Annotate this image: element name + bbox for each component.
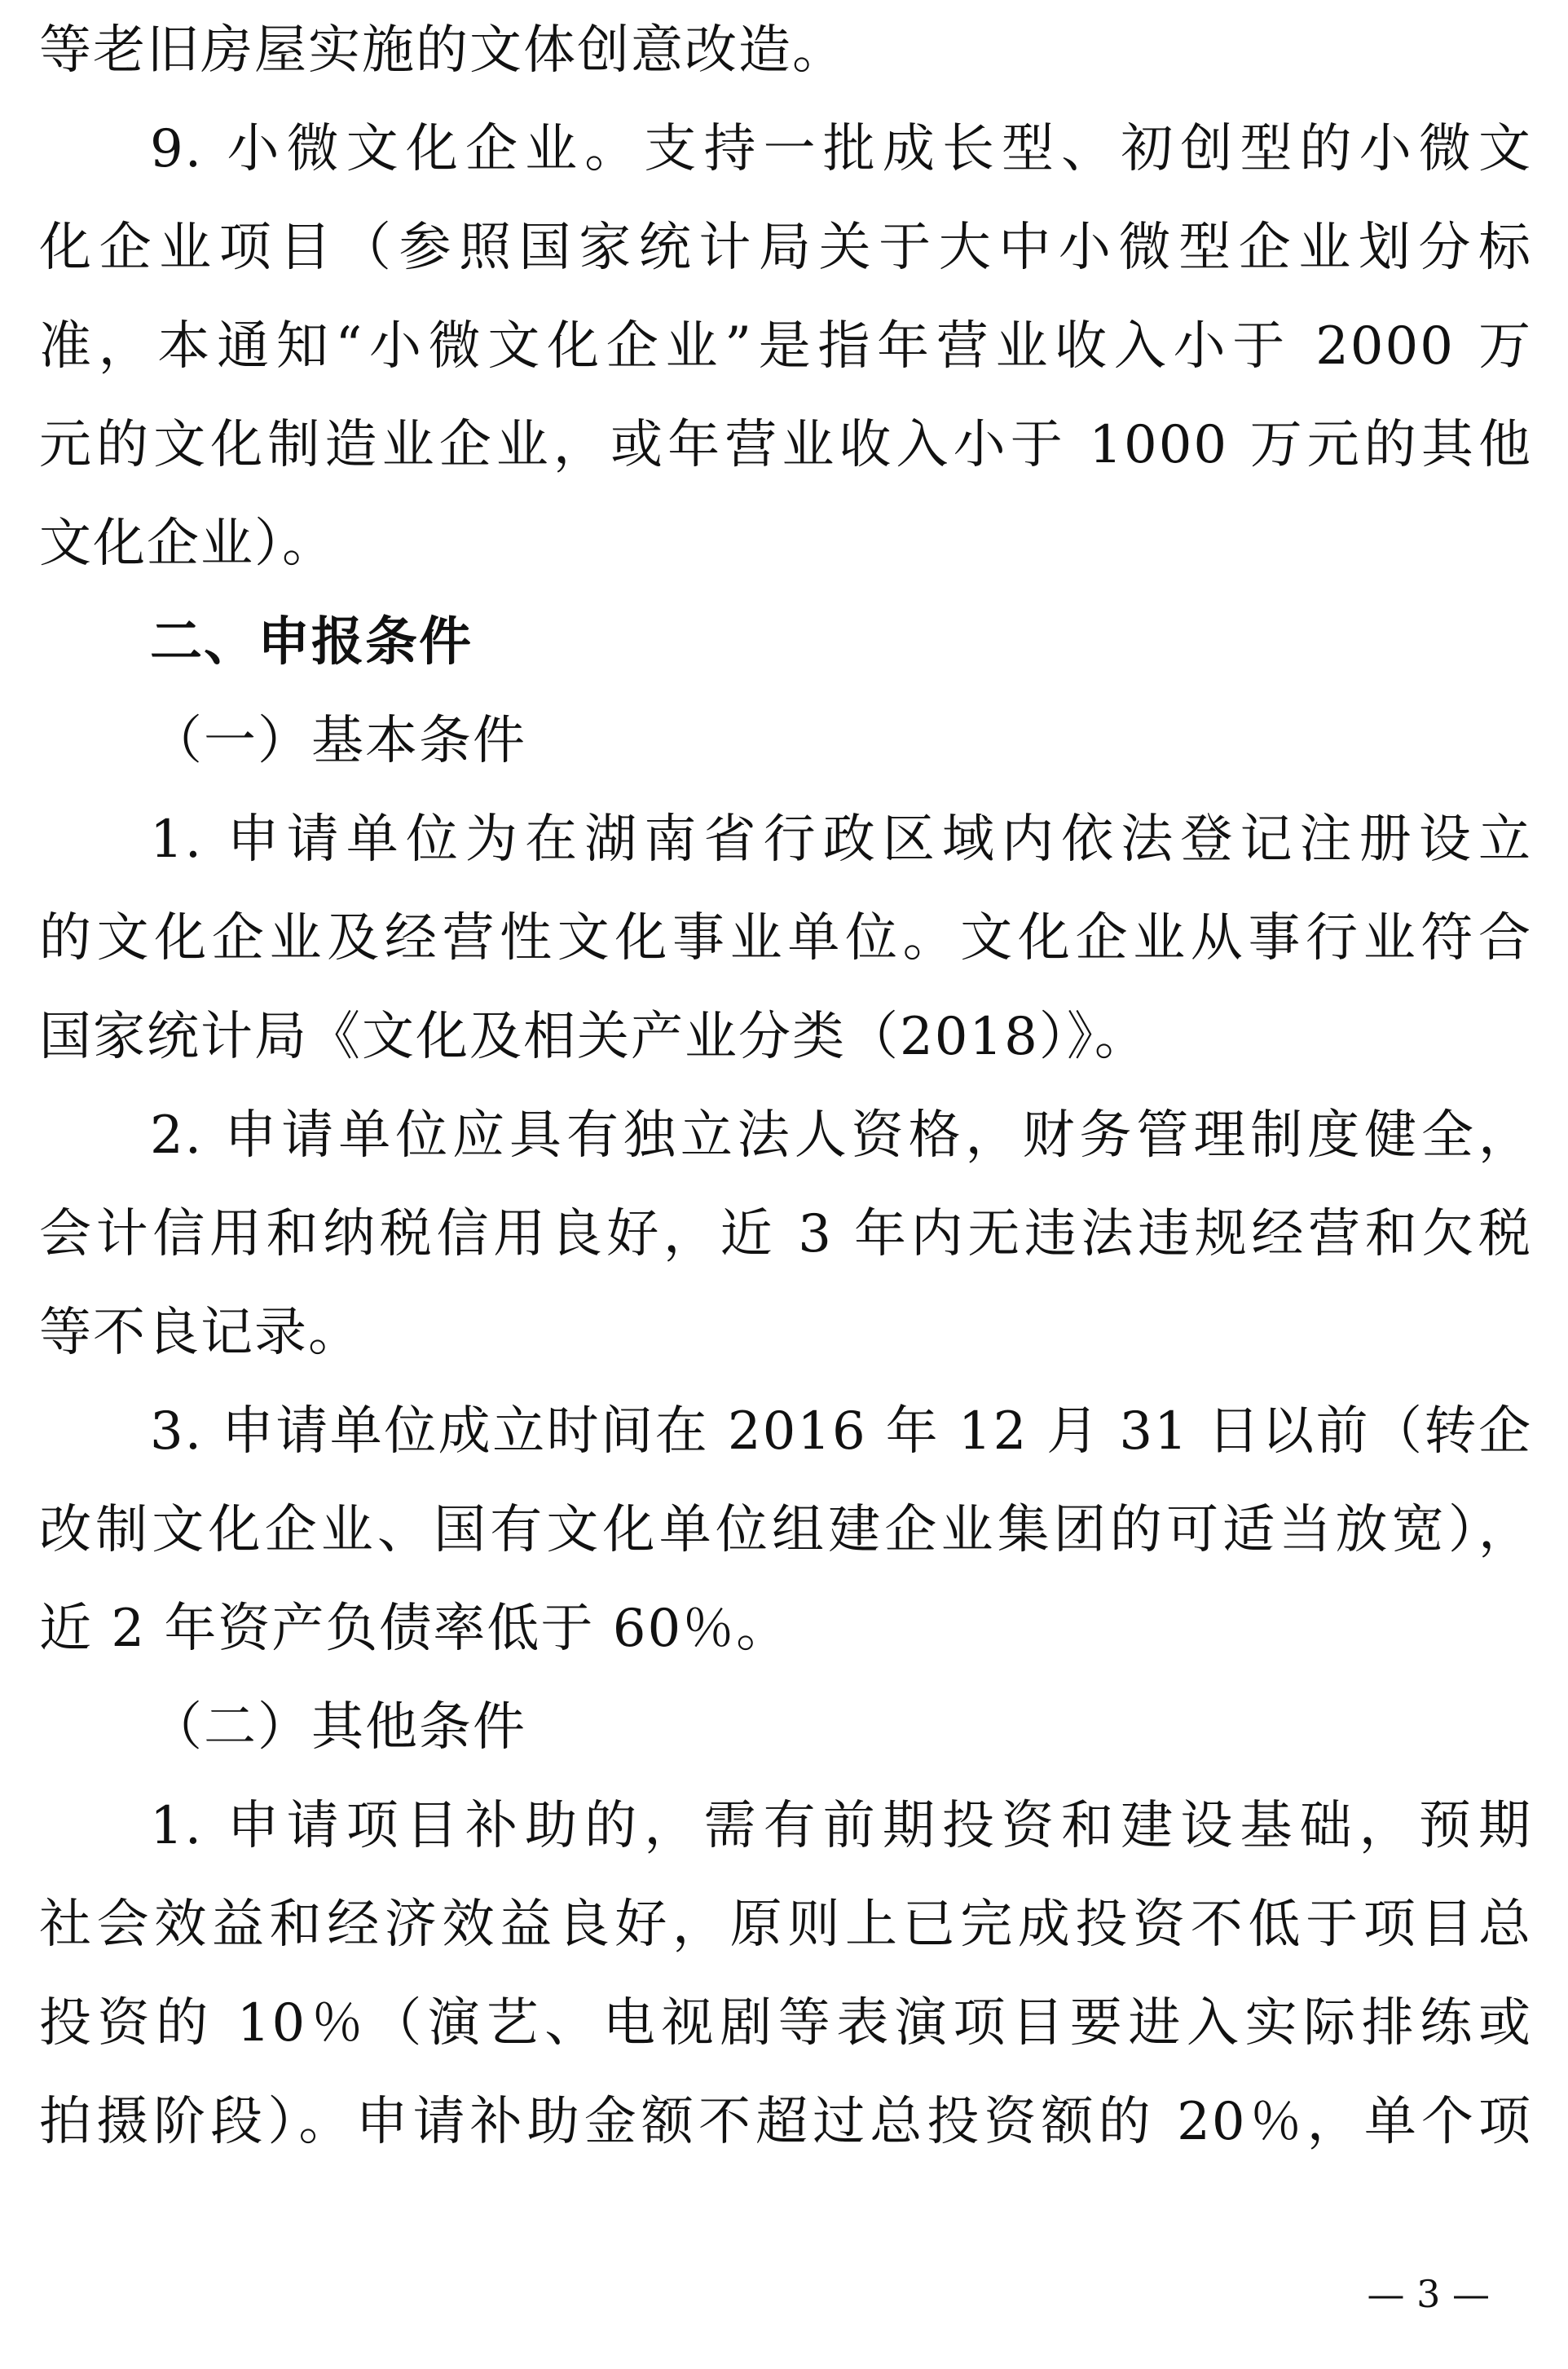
document-body <box>39 2 1532 2172</box>
paragraph-line: 化企业项目（参照国家统计局关于大中小微型企业划分标 <box>39 218 1532 278</box>
paragraph-line: 3. 申请单位成立时间在 2016 年 12 月 31 日以前（转企 <box>150 1401 1532 1462</box>
subsection-heading: （二）其他条件 <box>150 1697 526 1758</box>
paragraph-line: 1. 申请项目补助的，需有前期投资和建设基础，预期 <box>150 1796 1532 1856</box>
paragraph-line: 拍摄阶段）。申请补助金额不超过总投资额的 20％，单个项 <box>39 2092 1532 2152</box>
paragraph-line: 近 2 年资产负债率低于 60％。 <box>39 1599 791 1659</box>
paragraph-line: 准，本通知“小微文化企业”是指年营业收入小于 2000 万 <box>39 316 1532 377</box>
page-number: — 3 — <box>1367 2272 1490 2316</box>
paragraph-line: 会计信用和纳税信用良好，近 3 年内无违法违规经营和欠税 <box>39 1204 1532 1264</box>
paragraph-line: 的文化企业及经营性文化事业单位。文化企业从事行业符合 <box>39 908 1532 968</box>
paragraph-line: 2. 申请单位应具有独立法人资格，财务管理制度健全， <box>150 1105 1532 1166</box>
paragraph-line: 9. 小微文化企业。支持一批成长型、初创型的小微文 <box>150 119 1532 179</box>
paragraph-line: 1. 申请单位为在湖南省行政区域内依法登记注册设立 <box>150 810 1532 870</box>
paragraph-line: 等不良记录。 <box>39 1303 362 1363</box>
paragraph-line: 投资的 10％（演艺、电视剧等表演项目要进入实际排练或 <box>39 1993 1532 2054</box>
section-heading: 二、申报条件 <box>150 612 473 673</box>
paragraph-line: 文化企业）。 <box>39 514 336 574</box>
paragraph-line: 元的文化制造业企业，或年营业收入小于 1000 万元的其他 <box>39 415 1532 475</box>
paragraph-line: 国家统计局《文化及相关产业分类（2018）》。 <box>39 1007 1148 1067</box>
subsection-heading: （一）基本条件 <box>150 711 526 771</box>
paragraph-line: 等老旧房屋实施的文体创意改造。 <box>39 20 846 81</box>
paragraph-line: 改制文化企业、国有文化单位组建企业集团的可适当放宽）， <box>39 1500 1532 1560</box>
paragraph-line: 社会效益和经济效益良好，原则上已完成投资不低于项目总 <box>39 1895 1532 1955</box>
